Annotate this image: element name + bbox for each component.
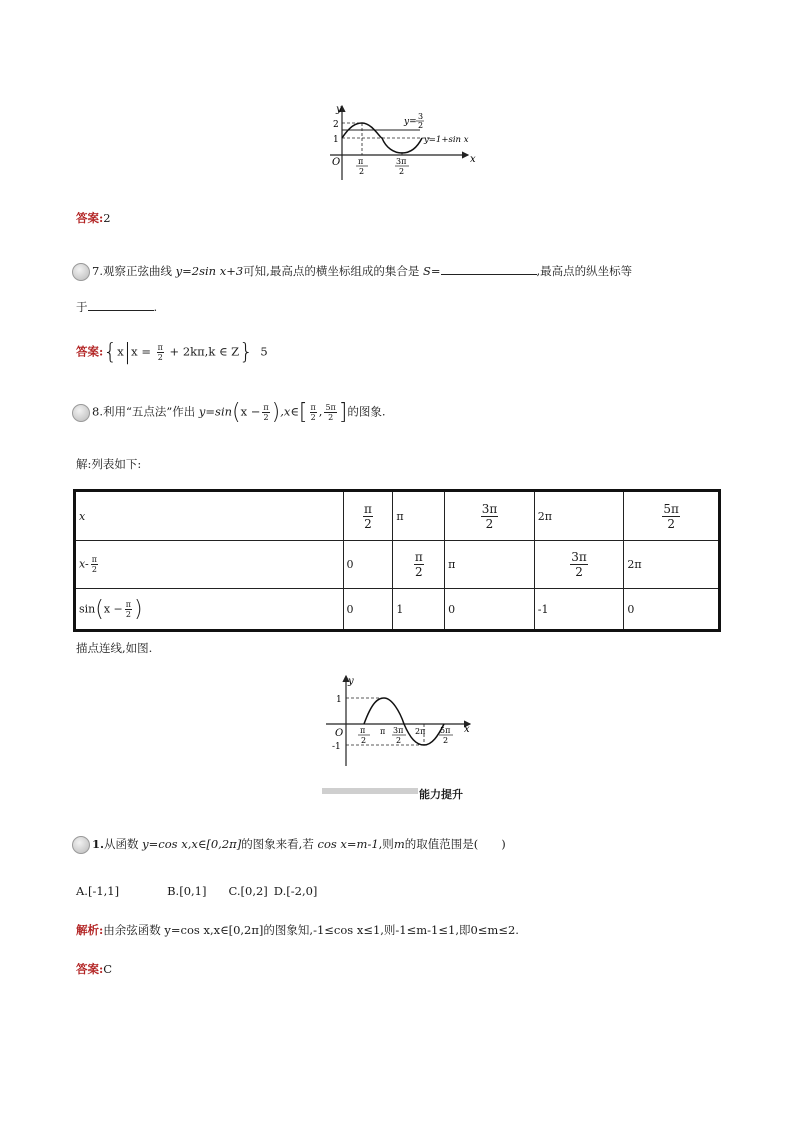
q7-text-a: 观察正弦曲线	[102, 264, 172, 278]
q8-text-a: 利用“五点法”作出	[102, 404, 196, 419]
q8-domain-pre: ,x∈	[280, 404, 299, 419]
p1-cond: cos x=m-1	[317, 837, 379, 851]
table-row	[75, 541, 720, 589]
tick-pi2-den: 2	[361, 736, 367, 745]
q7-func: y=2sin x+3	[175, 264, 244, 278]
table-cell: $\frac{3\pi}{2}$	[534, 541, 624, 589]
option-c[interactable]: C.[0,2]	[228, 884, 268, 898]
q8-sep: ,	[318, 404, 323, 419]
tick-m1: -1	[332, 742, 341, 752]
origin-label: O	[332, 157, 341, 168]
q7-set-var: S=	[422, 264, 441, 278]
set-var: x	[117, 344, 124, 359]
table-cell: $\frac{\pi}{2}$	[343, 491, 393, 541]
frac-num: π	[310, 403, 316, 412]
question-number: 1.	[92, 837, 105, 851]
table-row	[75, 589, 720, 631]
table-cell: 2π	[534, 491, 624, 541]
origin-label: O	[335, 728, 344, 739]
line-label-num: 3	[418, 112, 424, 121]
table-cell: 0	[343, 589, 393, 631]
tick-5pi2-num: 5π	[440, 726, 451, 735]
sine-graph-1	[320, 100, 480, 182]
frac-den: 2	[263, 413, 269, 422]
q7-text-c: ,最高点的纵坐标等	[536, 264, 633, 278]
question-8: 8.利用“五点法”作出 y=sin(x − $\frac{\pi}{2}$ ),x∈[ $\frac{\pi}{2}$ , $\frac{5\pi}{2}$ ]的图象.	[72, 400, 386, 425]
table-cell: sin(x − $\frac{\pi}{2}$ )	[75, 589, 344, 631]
question-marker-icon	[72, 263, 90, 281]
section-bar	[322, 788, 418, 794]
section-title: 能力提升	[419, 788, 463, 801]
y-label: y	[348, 676, 354, 687]
table-cell: π	[393, 491, 445, 541]
blank-1[interactable]	[441, 262, 537, 275]
answer-value: C	[103, 962, 113, 976]
frac-num: π	[157, 343, 163, 352]
x-label: x	[470, 154, 476, 165]
tick-3pi2-num: 3π	[396, 157, 407, 166]
p1-text-c: ,则	[378, 837, 394, 851]
frac-num: π	[263, 403, 269, 412]
tick-1: 1	[336, 695, 342, 705]
table-cell: 2π	[624, 541, 720, 589]
set-eq: x =	[131, 344, 151, 359]
q7-text-b: 可知,最高点的横坐标组成的集合是	[243, 264, 420, 278]
analysis-label: 解析:	[76, 923, 104, 937]
answer-1	[76, 961, 112, 977]
table-cell: π	[445, 541, 535, 589]
five-point-table	[73, 489, 721, 632]
solution-intro: 解:列表如下:	[76, 457, 142, 471]
answer-label: 答案:	[76, 344, 104, 359]
tick-3pi2-den: 2	[396, 736, 402, 745]
table-cell: x- $\frac{\pi}{2}$	[75, 541, 344, 589]
q7-text-d: 于	[76, 300, 88, 314]
tick-pi: π	[380, 727, 386, 736]
p1-func: y=cos x,x∈[0,2π]	[142, 837, 242, 851]
analysis	[76, 922, 519, 938]
table-cell: $\frac{5\pi}{2}$	[624, 491, 720, 541]
p1-m: m	[393, 837, 405, 851]
frac-num: 5π	[325, 403, 336, 412]
analysis-text: 由余弦函数 y=cos x,x∈[0,2π]的图象知,-1≤cos x≤1,则-1≤m-1≤1,即0≤m≤2.	[103, 923, 519, 937]
tick-3pi2-den: 2	[399, 167, 405, 176]
curve-sin	[364, 698, 444, 745]
curve-label: y=1+sin x	[424, 135, 469, 145]
question-marker-icon	[72, 404, 90, 422]
option-a[interactable]: A.[-1,1]	[76, 884, 120, 898]
frac-den: 2	[157, 353, 163, 362]
options	[76, 884, 317, 898]
answer-label: 答案:	[76, 962, 104, 976]
table-cell: 1	[393, 589, 445, 631]
q8-func-pre: y=sin	[198, 404, 233, 419]
question-7-line2	[76, 298, 157, 315]
set-rest: + 2kπ,k ∈ Z	[169, 344, 240, 359]
tick-5pi2-den: 2	[443, 736, 449, 745]
table-cell: $\frac{3\pi}{2}$	[445, 491, 535, 541]
answer-value-2: 5	[260, 344, 268, 359]
line-label-den: 2	[418, 121, 424, 130]
y-label: y	[336, 104, 342, 115]
table-cell: 0	[343, 541, 393, 589]
q7-period: .	[153, 300, 158, 314]
answer-7: 答案:{x|x = $\frac{\pi}{2}$ + 2kπ,k ∈ Z} 5	[76, 340, 268, 365]
table-cell: $\frac{\pi}{2}$	[393, 541, 445, 589]
question-marker-icon	[72, 836, 90, 854]
p1-text-b: 的图象来看,若	[241, 837, 314, 851]
option-b[interactable]: B.[0,1]	[167, 884, 207, 898]
p1-text-d: 的取值范围是( )	[404, 837, 506, 851]
tick-pi2-num: π	[360, 726, 366, 735]
question-number: 7.	[92, 264, 103, 278]
tick-y-1: 1	[333, 135, 339, 145]
answer-label: 答案:	[76, 211, 104, 225]
table-row	[75, 491, 720, 541]
blank-2[interactable]	[88, 298, 154, 311]
answer-value: 2	[103, 211, 111, 225]
tick-2pi: 2π	[415, 727, 426, 736]
table-cell: 0	[445, 589, 535, 631]
line-label-pre: y=	[404, 117, 417, 127]
tick-pi2-den: 2	[359, 167, 365, 176]
table-cell: 0	[624, 589, 720, 631]
frac-den: 2	[310, 413, 316, 422]
table-cell: -1	[534, 589, 624, 631]
tick-y-2: 2	[333, 120, 339, 130]
q8-inner: x −	[240, 404, 261, 419]
p1-text-a: 从函数	[104, 837, 139, 851]
option-d[interactable]: D.[-2,0]	[273, 884, 318, 898]
x-label: x	[464, 724, 470, 735]
tick-pi2-num: π	[358, 157, 364, 166]
question-7	[72, 262, 722, 281]
plot-text: 描点连线,如图.	[76, 641, 153, 655]
tick-3pi2-num: 3π	[393, 726, 404, 735]
sine-graph-2	[320, 672, 480, 768]
question-number: 8.	[92, 404, 103, 419]
frac-den: 2	[328, 413, 334, 422]
problem-1	[72, 836, 506, 854]
q8-text-b: 的图象.	[347, 404, 386, 419]
answer-6	[76, 210, 111, 226]
table-cell: x	[75, 491, 344, 541]
